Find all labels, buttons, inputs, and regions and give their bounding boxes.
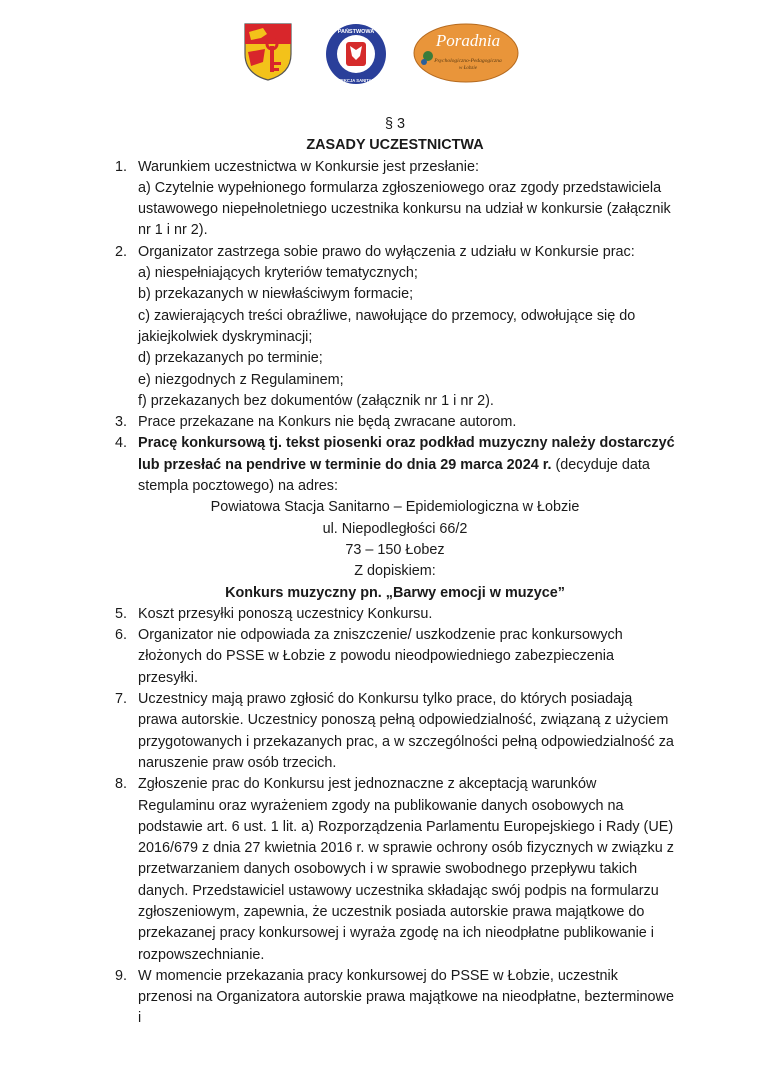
address-line: ul. Niepodległości 66/2 (322, 520, 468, 537)
item-subpoint: f) przekazanych bez dokumentów (załącznik nr 1 i nr 2). (138, 392, 494, 409)
item-subpoint: d) przekazanych po terminie; (138, 350, 323, 367)
section-title: ZASADY UCZESTNICTWA (306, 137, 484, 154)
rules-list (115, 157, 675, 1030)
list-item (115, 433, 675, 603)
item-number: 6. (115, 627, 128, 644)
item-subpoint: a) Czytelnie wypełnionego formularza zgłoszeniowego oraz zgody przedstawiciela ustawowego niepełnoletniego uczestnika konkursu na udział w konkursie (załącznik nr 1 i nr 2). (138, 179, 671, 239)
item-number: 7. (115, 691, 128, 708)
item-number: 3. (115, 414, 128, 431)
item-subpoint: e) niezgodnych z Regulaminem; (138, 371, 344, 388)
list-item (115, 625, 675, 689)
list-item (115, 157, 675, 242)
svg-text:INSPEKCJA SANITARNA: INSPEKCJA SANITARNA (331, 78, 381, 83)
item-subpoint: b) przekazanych w niewłaściwym formacie; (138, 286, 414, 303)
header-logos (0, 22, 764, 86)
item-text: Uczestnicy mają prawo zgłosić do Konkursu tylko prace, do których posiadają prawa autorskie. Uczestnicy ponoszą pełną odpowiedzialność, związaną z użyciem przygotowanych i przekazanych prac, a w szczególności pełną odpowiedzialność za naruszenie praw osób trzecich. (138, 691, 674, 771)
item-number: 1. (115, 158, 128, 175)
item-number: 8. (115, 776, 128, 793)
list-item (115, 774, 675, 966)
deadline-text: Pracę konkursową tj. tekst piosenki oraz podkład muzyczny należy dostarczyć lub przesłać na pendrive w terminie do dnia 29 marca 2024 r. (138, 435, 675, 473)
item-subpoint: a) niespełniających kryteriów tematycznych; (138, 265, 418, 282)
list-item (115, 689, 675, 774)
list-item (115, 412, 675, 433)
list-item (115, 966, 675, 1030)
svg-text:Psychologiczno-Pedagogiczna: Psychologiczno-Pedagogiczna (434, 58, 502, 64)
item-text: Warunkiem uczestnictwa w Konkursie jest przesłanie: (138, 158, 479, 175)
svg-text:w Łobzie: w Łobzie (459, 66, 477, 71)
item-number: 5. (115, 605, 128, 622)
item-text: Zgłoszenie prac do Konkursu jest jednoznaczne z akceptacją warunków Regulaminu oraz wyrażeniem zgody na publikowanie danych osobowych na podstawie art. 6 ust. 1 lit. a) Rozporządzenia Parlamentu Europejskiego i Rady (UE) 2016/679 z dnia 27 kwietnia 2016 r. w sprawie ochrony osób fizycznych w związku z przetwarzaniem danych osobowych i w sprawie swobodnego przepływu takich danych. Przedstawiciel ustawowy uczestnika składając swój podpis na formularzu zgłoszeniowym, zapewnia, że uczestnik posiada autorskie prawa majątkowe do przekazanej pracy konkursowej i wyraża zgodę na ich nieodpłatne publikowanie i rozpowszechnianie. (138, 776, 674, 963)
poradnia-logo-icon (412, 22, 520, 84)
item-text: Prace przekazane na Konkurs nie będą zwracane autorom. (138, 414, 517, 431)
item-text: Organizator nie odpowiada za zniszczenie/ uszkodzenie prac konkursowych złożonych do PSSE w Łobzie z powodu nieodpowiedniego zabezpieczenia przesyłki. (138, 627, 623, 686)
svg-text:Poradnia: Poradnia (435, 31, 501, 50)
coat-of-arms-icon (243, 22, 293, 82)
item-subpoint: c) zawierających treści obraźliwe, nawołujące do przemocy, odwołujące się do jakiejkolwiek dyskryminacji; (138, 307, 636, 345)
list-item (115, 242, 675, 412)
contest-note: Konkurs muzyczny pn. „Barwy emocji w muzyce” (225, 584, 565, 601)
address-line: Z dopiskiem: (354, 563, 436, 580)
item-text: W momencie przekazania pracy konkursowej do PSSE w Łobzie, uczestnik przenosi na Organizatora autorskie prawa majątkowe na nieodpłatne, bezterminowe i (138, 967, 674, 1027)
address-line: 73 – 150 Łobez (345, 541, 445, 558)
document-body (115, 114, 675, 1030)
item-number: 9. (115, 967, 128, 984)
item-text: Organizator zastrzega sobie prawo do wyłączenia z udziału w Konkursie prac: (138, 243, 635, 260)
list-item (115, 604, 675, 625)
item-text: Koszt przesyłki ponoszą uczestnicy Konkursu. (138, 605, 433, 622)
svg-text:PAŃSTWOWA: PAŃSTWOWA (337, 29, 375, 35)
item-number: 4. (115, 435, 128, 452)
section-number: § 3 (384, 116, 405, 132)
postmark-note: (decyduje data stempla pocztowego) na adres: (138, 456, 650, 495)
item-number: 2. (115, 243, 128, 260)
address-line: Powiatowa Stacja Sanitarno – Epidemiologiczna w Łobzie (210, 499, 580, 516)
pis-emblem-icon (324, 22, 388, 86)
item-text (138, 433, 675, 497)
